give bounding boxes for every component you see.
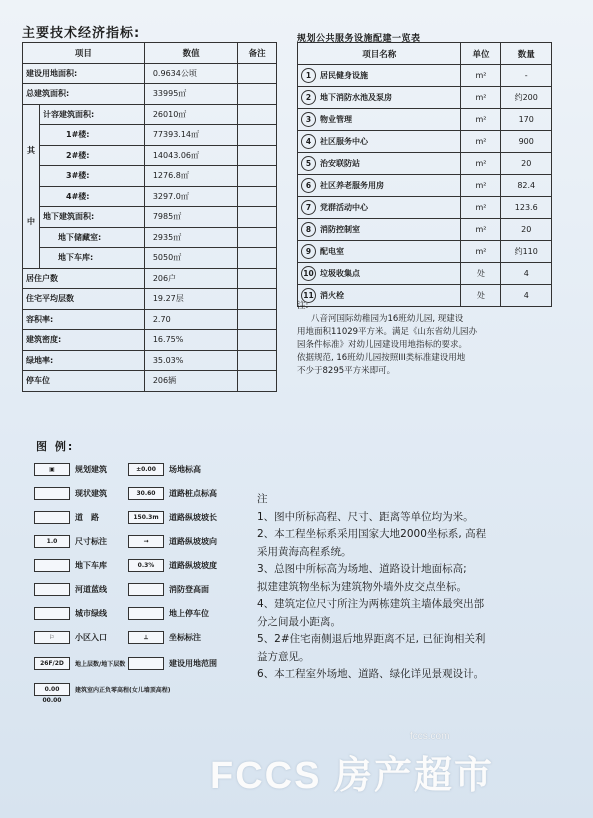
legend-symbol: ⟂: [128, 631, 164, 644]
legend-item: [34, 630, 107, 644]
legend-item: [128, 486, 217, 500]
legend-label: 地上层数/地下层数: [75, 660, 126, 668]
legend-item: [34, 462, 107, 476]
legend-symbol: 150.3m: [128, 511, 164, 524]
kindergarten-note-line: 八音河国际幼稚园为16班幼儿园, 现建设: [311, 314, 464, 324]
facility-name: 社区服务中心: [320, 137, 368, 146]
legend-item: [128, 558, 217, 572]
kindergarten-note-line: 用地面积11029平方米。满足《山东省幼儿园办: [297, 327, 478, 337]
legend-symbol: 0.00 00.00: [34, 683, 70, 696]
facility-name: 物业管理: [320, 115, 352, 124]
legend-symbol: →: [128, 535, 164, 548]
econ-item-note: [238, 289, 277, 310]
legend-label: 消防登高面: [169, 584, 209, 594]
row-number-badge: 11: [301, 288, 316, 303]
general-note-line: 2、本工程坐标系采用国家大地2000坐标系, 高程: [257, 528, 487, 540]
legend-label: 地上停车位: [169, 608, 209, 618]
facility-name: 治安联防站: [320, 159, 360, 168]
facility-unit: m²: [461, 219, 501, 241]
econ-item-note: [238, 84, 277, 105]
pub-row: [298, 175, 552, 197]
general-note-line: 1、图中所标高程、尺寸、距离等单位均为米。: [257, 510, 474, 523]
econ-item-label: 4#楼:: [40, 186, 145, 207]
econ-row: [23, 289, 277, 310]
legend-item: [128, 582, 209, 596]
facility-unit: 处: [461, 285, 501, 307]
general-note-line: 益方意见。: [257, 650, 310, 663]
econ-item-note: [238, 166, 277, 187]
legend-item: [128, 606, 209, 620]
row-number-badge: 8: [301, 222, 316, 237]
legend-label: 城市绿线: [75, 608, 107, 618]
legend-label: 建设用地范围: [169, 658, 217, 668]
econ-item-value: 206户: [144, 268, 238, 289]
facility-qty: 20: [501, 219, 552, 241]
legend-item: [34, 682, 171, 704]
legend-symbol: ±0.00: [128, 463, 164, 476]
legend-title: 图 例:: [36, 440, 75, 453]
legend-label: 河道蓝线: [75, 584, 107, 594]
econ-row: [23, 186, 277, 207]
econ-item-note: [238, 63, 277, 84]
econ-item-label: 建设用地面积:: [23, 63, 145, 84]
watermark-site: fccs.com: [410, 731, 450, 742]
pub-row: [298, 65, 552, 87]
legend-item: [34, 656, 125, 670]
facility-qty: 20: [501, 153, 552, 175]
pub-name-cell: [298, 87, 461, 109]
econ-item-label: 容积率:: [23, 309, 145, 330]
pub-row: [298, 219, 552, 241]
econ-item-value: 206辆: [144, 371, 238, 392]
general-note-line: 5、2#住宅南侧退后地界距离不足, 已征询相关利: [257, 633, 486, 645]
pub-name-cell: [298, 109, 461, 131]
pub-row: [298, 241, 552, 263]
pub-name-cell: [298, 197, 461, 219]
row-number-badge: 5: [301, 156, 316, 171]
econ-item-note: [238, 330, 277, 351]
econ-item-value: 14043.06㎡: [144, 145, 238, 166]
facility-name: 消防控制室: [320, 225, 360, 234]
legend-label: 道路纵坡坡度: [169, 560, 217, 570]
econ-item-note: [238, 309, 277, 330]
legend-label: 小区入口: [75, 632, 107, 642]
legend-symbol: ▣: [34, 463, 70, 476]
row-number-badge: 10: [301, 266, 316, 281]
facility-name: 消火栓: [320, 291, 344, 300]
legend-symbol: [34, 607, 70, 620]
legend-symbol: [34, 511, 70, 524]
facility-unit: m²: [461, 175, 501, 197]
econ-item-label: 计容建筑面积:: [40, 104, 145, 125]
general-note-line: 分之间最小距离。: [257, 615, 341, 628]
row-number-badge: 3: [301, 112, 316, 127]
econ-row: [23, 371, 277, 392]
facility-unit: m²: [461, 87, 501, 109]
econ-row: [23, 207, 277, 228]
econ-row: [23, 330, 277, 351]
legend-item: [34, 510, 99, 524]
general-note-line: 4、建筑定位尺寸所注为两栋建筑主墙体最突出部: [257, 598, 485, 610]
general-notes: [257, 491, 577, 684]
legend-label: 建筑室内正负零高程(女儿墙顶高程): [75, 686, 171, 694]
facility-unit: m²: [461, 197, 501, 219]
pub-name-cell: [298, 153, 461, 175]
econ-row: [23, 166, 277, 187]
legend-symbol: [128, 607, 164, 620]
econ-item-label: 绿地率:: [23, 350, 145, 371]
econ-item-value: 77393.14㎡: [144, 125, 238, 146]
econ-row: [23, 125, 277, 146]
facility-qty: 4: [501, 285, 552, 307]
facility-qty: 约110: [501, 241, 552, 263]
general-note-line: 3、总图中所标高为场地、道路设计地面标高;: [257, 563, 467, 575]
legend-label: 尺寸标注: [75, 536, 107, 546]
econ-item-value: 3297.0㎡: [144, 186, 238, 207]
econ-item-note: [238, 186, 277, 207]
kindergarten-note-line: 依据规范, 16班幼儿园按照III类标准建设用地: [297, 353, 466, 363]
econ-item-note: [238, 104, 277, 125]
econ-title: 主要技术经济指标:: [22, 26, 141, 41]
legend-symbol: [34, 487, 70, 500]
facility-name: 党群活动中心: [320, 203, 368, 212]
legend-item: [34, 558, 107, 572]
facility-qty: 123.6: [501, 197, 552, 219]
econ-item-note: [238, 125, 277, 146]
legend-label: 地下车库: [75, 560, 107, 570]
pub-name-cell: [298, 219, 461, 241]
econ-row: [23, 104, 277, 125]
facility-qty: 82.4: [501, 175, 552, 197]
legend-symbol: [34, 583, 70, 596]
legend-item: [128, 462, 201, 476]
econ-item-label: 建筑密度:: [23, 330, 145, 351]
econ-side-label: 其 中: [23, 104, 40, 268]
econ-item-label: 总建筑面积:: [23, 84, 145, 105]
legend-item: [128, 534, 217, 548]
kindergarten-note: [297, 300, 552, 378]
legend-label: 规划建筑: [75, 464, 107, 474]
legend-symbol: [34, 559, 70, 572]
econ-item-note: [238, 207, 277, 228]
econ-row: [23, 248, 277, 269]
pub-name-cell: [298, 175, 461, 197]
econ-item-value: 2935㎡: [144, 227, 238, 248]
econ-item-label: 住宅平均层数: [23, 289, 145, 310]
legend-symbol: 1.0: [34, 535, 70, 548]
econ-item-note: [238, 227, 277, 248]
econ-item-label: 1#楼:: [40, 125, 145, 146]
econ-item-value: 5050㎡: [144, 248, 238, 269]
econ-table: [22, 42, 277, 392]
econ-header-value: 数值: [144, 43, 238, 64]
econ-item-note: [238, 248, 277, 269]
econ-row: [23, 350, 277, 371]
econ-item-value: 35.03%: [144, 350, 238, 371]
row-number-badge: 7: [301, 200, 316, 215]
econ-item-label: 地下建筑面积:: [40, 207, 145, 228]
pub-name-cell: [298, 65, 461, 87]
econ-item-value: 1276.8㎡: [144, 166, 238, 187]
kindergarten-note-label: 注:: [297, 301, 309, 311]
legend-item: [34, 486, 107, 500]
econ-item-note: [238, 268, 277, 289]
econ-item-label: 停车位: [23, 371, 145, 392]
legend-item: [34, 534, 107, 548]
legend-label: 坐标标注: [169, 632, 201, 642]
kindergarten-note-line: 园条件标准》对幼儿园建设用地指标的要求。: [297, 340, 468, 350]
facility-name: 垃圾收集点: [320, 269, 360, 278]
legend-symbol: 30.60: [128, 487, 164, 500]
general-note-line: 6、本工程室外场地、道路、绿化详见景观设计。: [257, 668, 485, 680]
legend-label: 道路纵坡坡向: [169, 536, 217, 546]
legend-item: [34, 606, 107, 620]
pub-row: [298, 131, 552, 153]
econ-item-label: 3#楼:: [40, 166, 145, 187]
legend-label: 道路桩点标高: [169, 488, 217, 498]
legend-label: 道路纵坡坡长: [169, 512, 217, 522]
row-number-badge: 1: [301, 68, 316, 83]
legend-label: 场地标高: [169, 464, 201, 474]
econ-header-note: 备注: [238, 43, 277, 64]
row-number-badge: 6: [301, 178, 316, 193]
legend-label: 道 路: [75, 512, 99, 522]
econ-item-value: 7985㎡: [144, 207, 238, 228]
facility-unit: m²: [461, 131, 501, 153]
legend-item: [128, 510, 217, 524]
pub-name-cell: [298, 241, 461, 263]
pub-row: [298, 197, 552, 219]
pub-title: 规划公共服务设施配建一览表: [297, 34, 421, 44]
econ-row: [23, 145, 277, 166]
legend-item: [128, 656, 217, 670]
econ-item-note: [238, 371, 277, 392]
pub-header-unit: 单位: [461, 43, 501, 65]
econ-item-value: 0.9634公顷: [144, 63, 238, 84]
facility-qty: 170: [501, 109, 552, 131]
facility-qty: 约200: [501, 87, 552, 109]
legend-symbol: [128, 583, 164, 596]
econ-row: [23, 63, 277, 84]
econ-item-value: 19.27层: [144, 289, 238, 310]
econ-item-label: 2#楼:: [40, 145, 145, 166]
general-notes-label: 注: [257, 493, 268, 505]
econ-row: [23, 227, 277, 248]
econ-item-note: [238, 145, 277, 166]
row-number-badge: 4: [301, 134, 316, 149]
legend-symbol: 0.3%: [128, 559, 164, 572]
pub-row: [298, 87, 552, 109]
general-note-line: 采用黄海高程系统。: [257, 545, 352, 558]
facility-name: 地下消防水池及泵房: [320, 93, 392, 102]
public-facility-table: [297, 42, 552, 307]
legend-label: 现状建筑: [75, 488, 107, 498]
row-number-badge: 2: [301, 90, 316, 105]
econ-item-note: [238, 350, 277, 371]
legend-symbol: ⚐: [34, 631, 70, 644]
facility-qty: 900: [501, 131, 552, 153]
econ-item-label: 地下储藏室:: [40, 227, 145, 248]
facility-unit: m²: [461, 153, 501, 175]
econ-row: [23, 309, 277, 330]
general-note-line: 拟建建筑物坐标为建筑物外墙外皮交点坐标。: [257, 580, 467, 593]
pub-name-cell: [298, 263, 461, 285]
legend-symbol: 26F/2D: [34, 657, 70, 670]
econ-item-value: 26010㎡: [144, 104, 238, 125]
pub-header-qty: 数量: [501, 43, 552, 65]
facility-name: 配电室: [320, 247, 344, 256]
econ-item-label: 居住户数: [23, 268, 145, 289]
legend-item: [128, 630, 201, 644]
econ-item-value: 16.75%: [144, 330, 238, 351]
pub-header-name: 项目名称: [298, 43, 461, 65]
facility-unit: m²: [461, 241, 501, 263]
econ-header-item: 项目: [23, 43, 145, 64]
kindergarten-note-line: 不少于8295平方米即可。: [297, 366, 396, 376]
facility-unit: m²: [461, 109, 501, 131]
row-number-badge: 9: [301, 244, 316, 259]
econ-row: [23, 268, 277, 289]
econ-item-label: 地下车库:: [40, 248, 145, 269]
facility-name: 社区养老服务用房: [320, 181, 384, 190]
legend-item: [34, 582, 107, 596]
facility-unit: 处: [461, 263, 501, 285]
pub-row: [298, 263, 552, 285]
facility-unit: m²: [461, 65, 501, 87]
facility-qty: -: [501, 65, 552, 87]
pub-row: [298, 109, 552, 131]
pub-name-cell: [298, 131, 461, 153]
pub-row: [298, 153, 552, 175]
econ-item-value: 2.70: [144, 309, 238, 330]
legend-symbol: [128, 657, 164, 670]
watermark-logo: FCCS 房产超市: [210, 755, 495, 797]
facility-qty: 4: [501, 263, 552, 285]
econ-item-value: 33995㎡: [144, 84, 238, 105]
facility-name: 居民健身设施: [320, 71, 368, 80]
econ-row: [23, 84, 277, 105]
